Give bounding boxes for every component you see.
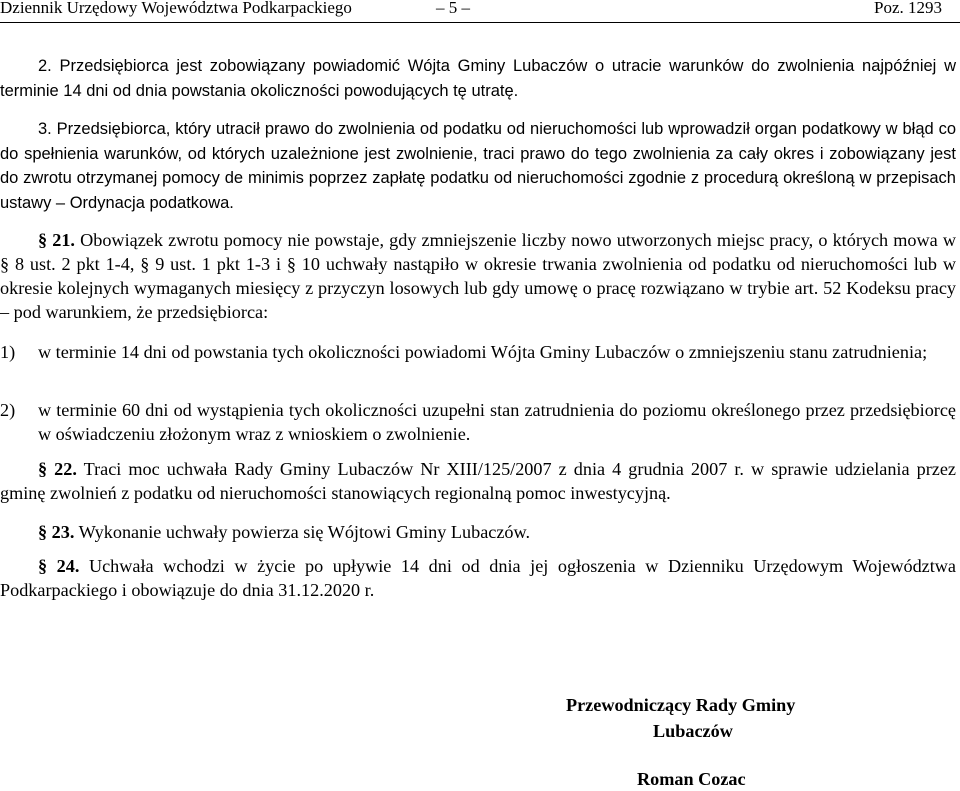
- section-22-label: § 22.: [38, 459, 77, 479]
- list-item-2-number: 2): [0, 400, 16, 420]
- page-header: [0, 0, 960, 23]
- section-24: [0, 554, 956, 602]
- section-21-text: Obowiązek zwrotu pomocy nie powstaje, gdy zmniejszenie liczby nowo utworzonych miejsc pracy, o których mowa w § 8 ust. 2 pkt 1-4, § 9 ust. 1 pkt 1-3 i § 10 uchwały nastąpiło w okresie trwania zwolnienia od podatku od nieruchomości lub w okresie kolejnych wymaganych miesięcy z przyczyn losowych lub gdy umowę o pracę rozwiązano w trybie art. 52 Kodeksu pracy – pod warunkiem, że przedsiębiorca:: [0, 230, 956, 322]
- position-number: Poz. 1293: [874, 0, 942, 17]
- section-21: [0, 228, 956, 324]
- list-item-1-text: w terminie 14 dni od powstania tych okoliczności powiadomi Wójta Gminy Lubaczów o zmniejszeniu stanu zatrudnienia;: [38, 342, 928, 362]
- section-22: [0, 457, 956, 505]
- list-item-2-text: w terminie 60 dni od wystąpienia tych okoliczności uzupełni stan zatrudnienia do poziomu określonego przez przedsiębiorcę w oświadczeniu złożonym wraz z wnioskiem o zwolnienie.: [38, 400, 956, 444]
- signature-title-line-2: Lubaczów: [653, 721, 733, 741]
- journal-title: Dziennik Urzędowy Województwa Podkarpackiego: [0, 0, 352, 17]
- list-item-2: [0, 398, 956, 446]
- section-23-label: § 23.: [38, 522, 75, 542]
- paragraph-2: 2. Przedsiębiorca jest zobowiązany powiadomić Wójta Gminy Lubaczów o utracie warunków do zwolnienia najpóźniej w terminie 14 dni od dnia powstania okoliczności powodujących tę utratę.: [0, 57, 956, 100]
- page-number: – 5 –: [436, 0, 470, 17]
- section-23-text: Wykonanie uchwały powierza się Wójtowi Gminy Lubaczów.: [74, 522, 531, 542]
- list-item-1: [0, 340, 956, 364]
- section-23: [0, 520, 956, 544]
- section-21-label: § 21.: [38, 230, 75, 250]
- section-24-text: Uchwała wchodzi w życie po upływie 14 dni od dnia jej ogłoszenia w Dzienniku Urzędowym Województwa Podkarpackiego i obowiązuje do dnia 31.12.2020 r.: [0, 556, 956, 600]
- list-item-1-number: 1): [0, 342, 16, 362]
- paragraph-3: 3. Przedsiębiorca, który utracił prawo do zwolnienia od podatku od nieruchomości lub wprowadził organ podatkowy w błąd co do spełnienia warunków, od których uzależnione jest zwolnienie, traci prawo do tego zwolnienia za cały okres i zobowiązany jest do zwrotu otrzymanej pomocy de minimis poprzez zapłatę podatku od nieruchomości zgodnie z procedurą określoną w przepisach ustawy – Ordynacja podatkowa.: [0, 120, 956, 212]
- section-24-label: § 24.: [38, 556, 80, 576]
- signature-name: Roman Cozac: [637, 769, 746, 789]
- section-22-text: Traci moc uchwała Rady Gminy Lubaczów Nr XIII/125/2007 z dnia 4 grudnia 2007 r. w sprawie udzielania przez gminę zwolnień z podatku od nieruchomości stanowiących regionalną pomoc inwestycyjną.: [0, 459, 956, 503]
- signature-title-line-1: Przewodniczący Rady Gminy: [566, 695, 796, 715]
